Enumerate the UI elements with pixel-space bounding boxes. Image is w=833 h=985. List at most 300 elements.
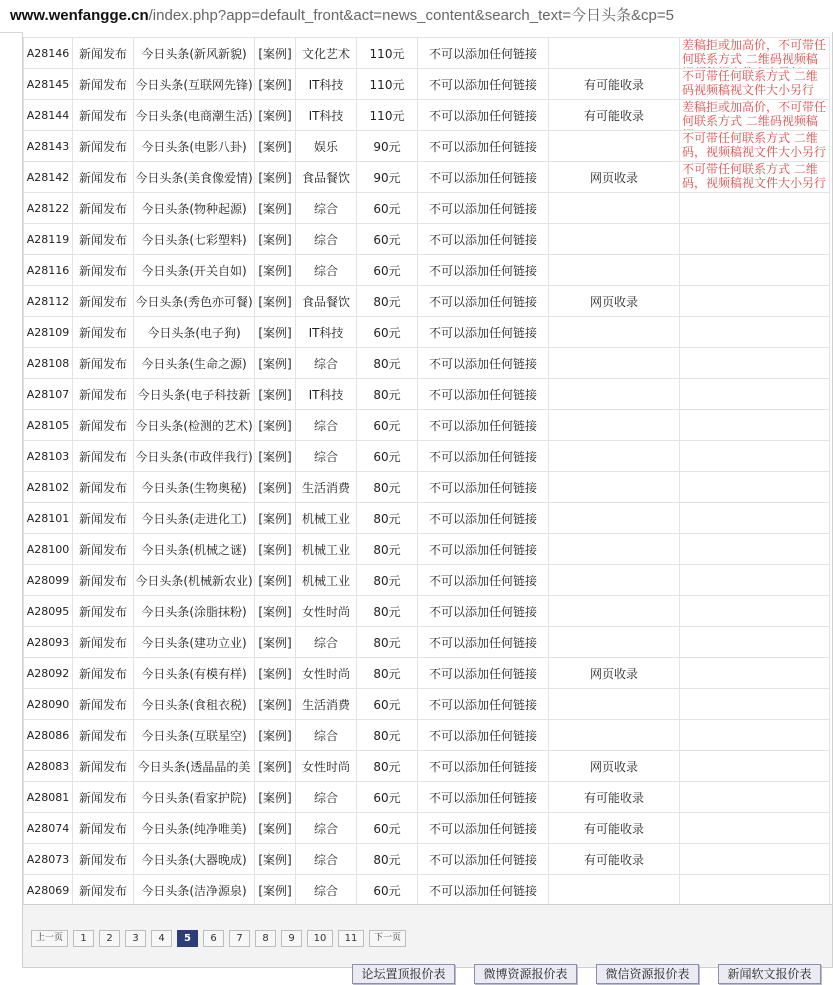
item-id: A28083 — [24, 751, 73, 782]
news-price-button[interactable]: 新闻软文报价表 — [718, 964, 821, 984]
item-tag: [案例] — [255, 224, 296, 255]
item-category: 新闻发布 — [73, 813, 134, 844]
item-inclusion — [549, 379, 680, 410]
item-note — [680, 193, 830, 224]
item-category: 新闻发布 — [73, 565, 134, 596]
item-id: A28073 — [24, 844, 73, 875]
item-name: 今日头条(互联星空) — [134, 720, 255, 751]
page-10-button[interactable]: 10 — [307, 930, 333, 947]
item-id: A28103 — [24, 441, 73, 472]
table-row — [24, 689, 830, 720]
item-note — [680, 844, 830, 875]
item-tag: [案例] — [255, 844, 296, 875]
item-inclusion — [549, 875, 680, 906]
item-sector: 食品餐饮 — [296, 286, 357, 317]
item-price: 80元 — [357, 534, 418, 565]
item-note-text — [682, 348, 829, 378]
item-name: 今日头条(有模有样) — [134, 658, 255, 689]
item-id: A28081 — [24, 782, 73, 813]
item-link-rule: 不可以添加任何链接 — [418, 813, 549, 844]
item-id: A28100 — [24, 534, 73, 565]
item-id: A28112 — [24, 286, 73, 317]
item-category: 新闻发布 — [73, 782, 134, 813]
item-category: 新闻发布 — [73, 844, 134, 875]
item-name: 今日头条(物种起源) — [134, 193, 255, 224]
item-link-rule: 不可以添加任何链接 — [418, 751, 549, 782]
item-link-rule: 不可以添加任何链接 — [418, 472, 549, 503]
item-inclusion: 网页收录 — [549, 658, 680, 689]
item-note — [680, 162, 830, 193]
item-category: 新闻发布 — [73, 193, 134, 224]
item-sector: 综合 — [296, 193, 357, 224]
item-tag: [案例] — [255, 69, 296, 100]
page-8-button[interactable]: 8 — [255, 930, 276, 947]
item-name: 今日头条(纯净唯美) — [134, 813, 255, 844]
pagination-area — [23, 904, 832, 967]
item-inclusion — [549, 503, 680, 534]
item-tag: [案例] — [255, 658, 296, 689]
item-price: 80元 — [357, 720, 418, 751]
item-name: 今日头条(食租衣税) — [134, 689, 255, 720]
item-name: 今日头条(生物奥秘) — [134, 472, 255, 503]
item-name: 今日头条(市政伴我行) — [134, 441, 255, 472]
item-note-text — [682, 782, 829, 812]
item-id: A28095 — [24, 596, 73, 627]
item-category: 新闻发布 — [73, 286, 134, 317]
item-link-rule: 不可以添加任何链接 — [418, 255, 549, 286]
forum-price-button[interactable]: 论坛置顶报价表 — [352, 964, 455, 984]
item-link-rule: 不可以添加任何链接 — [418, 69, 549, 100]
item-tag: [案例] — [255, 255, 296, 286]
item-category: 新闻发布 — [73, 317, 134, 348]
item-tag: [案例] — [255, 751, 296, 782]
item-id: A28122 — [24, 193, 73, 224]
weibo-price-button[interactable]: 微博资源报价表 — [474, 964, 577, 984]
item-name: 今日头条(机械之谜) — [134, 534, 255, 565]
item-price: 60元 — [357, 224, 418, 255]
item-inclusion: 有可能收录 — [549, 100, 680, 131]
item-note — [680, 813, 830, 844]
item-price: 80元 — [357, 658, 418, 689]
item-tag: [案例] — [255, 627, 296, 658]
table-row — [24, 131, 830, 162]
item-note-text — [682, 472, 829, 502]
item-note-text — [682, 379, 829, 409]
item-category: 新闻发布 — [73, 162, 134, 193]
item-sector: 食品餐饮 — [296, 162, 357, 193]
item-id: A28107 — [24, 379, 73, 410]
pagination — [31, 930, 406, 947]
item-name: 今日头条(机械新农业) — [134, 565, 255, 596]
item-id: A28069 — [24, 875, 73, 906]
item-note-text — [682, 689, 829, 719]
item-name: 今日头条(七彩塑料) — [134, 224, 255, 255]
item-price: 60元 — [357, 441, 418, 472]
item-note — [680, 782, 830, 813]
item-name: 今日头条(走进化工) — [134, 503, 255, 534]
item-id: A28101 — [24, 503, 73, 534]
table-row — [24, 162, 830, 193]
item-id: A28144 — [24, 100, 73, 131]
item-inclusion — [549, 627, 680, 658]
item-name: 今日头条(大器晚成) — [134, 844, 255, 875]
item-tag: [案例] — [255, 689, 296, 720]
item-note-text — [682, 441, 829, 471]
item-sector: IT科技 — [296, 100, 357, 131]
item-note — [680, 100, 830, 131]
item-sector: 综合 — [296, 813, 357, 844]
item-sector: 机械工业 — [296, 565, 357, 596]
item-sector: 机械工业 — [296, 534, 357, 565]
item-tag: [案例] — [255, 410, 296, 441]
item-inclusion — [549, 596, 680, 627]
url-host: www.wenfangge.cn — [10, 7, 149, 24]
item-note — [680, 503, 830, 534]
table-row — [24, 410, 830, 441]
item-note-text — [682, 813, 829, 843]
item-note-text: 不可带任何联系方式 二维码，视频稿视文件大小另行 — [682, 131, 827, 159]
item-inclusion: 有可能收录 — [549, 782, 680, 813]
item-inclusion: 网页收录 — [549, 286, 680, 317]
table-row — [24, 844, 830, 875]
page-3-button[interactable]: 3 — [125, 930, 146, 947]
item-note-text — [682, 410, 829, 440]
item-note — [680, 379, 830, 410]
item-id: A28090 — [24, 689, 73, 720]
item-inclusion — [549, 224, 680, 255]
item-note — [680, 875, 830, 906]
item-price: 80元 — [357, 565, 418, 596]
item-note — [680, 131, 830, 162]
item-price: 110元 — [357, 38, 418, 69]
url-path: /index.php?app=default_front&act=news_content&search_text=今日头条&cp=5 — [148, 7, 674, 24]
item-sector: IT科技 — [296, 69, 357, 100]
item-category: 新闻发布 — [73, 441, 134, 472]
item-inclusion — [549, 689, 680, 720]
item-link-rule: 不可以添加任何链接 — [418, 379, 549, 410]
item-id: A28143 — [24, 131, 73, 162]
item-tag: [案例] — [255, 131, 296, 162]
item-price: 80元 — [357, 596, 418, 627]
item-note — [680, 472, 830, 503]
item-category: 新闻发布 — [73, 224, 134, 255]
item-note-text: 不可带任何联系方式 二维码视频稿视文件大小另行 — [682, 69, 818, 97]
item-tag: [案例] — [255, 162, 296, 193]
item-link-rule: 不可以添加任何链接 — [418, 844, 549, 875]
item-category: 新闻发布 — [73, 379, 134, 410]
table-row — [24, 565, 830, 596]
table-row — [24, 224, 830, 255]
item-note-text — [682, 627, 829, 657]
page-11-button[interactable]: 11 — [338, 930, 364, 947]
item-sector: IT科技 — [296, 379, 357, 410]
address-bar[interactable] — [0, 0, 833, 33]
item-price: 110元 — [357, 100, 418, 131]
item-link-rule: 不可以添加任何链接 — [418, 286, 549, 317]
item-id: A28093 — [24, 627, 73, 658]
item-tag: [案例] — [255, 193, 296, 224]
item-sector: 生活消费 — [296, 689, 357, 720]
item-id: A28108 — [24, 348, 73, 379]
table-row — [24, 38, 830, 69]
item-inclusion — [549, 441, 680, 472]
item-note — [680, 286, 830, 317]
table-row — [24, 348, 830, 379]
item-link-rule: 不可以添加任何链接 — [418, 317, 549, 348]
item-note — [680, 348, 830, 379]
item-id: A28109 — [24, 317, 73, 348]
item-id: A28102 — [24, 472, 73, 503]
page-2-button[interactable]: 2 — [99, 930, 120, 947]
item-name: 今日头条(建功立业) — [134, 627, 255, 658]
item-inclusion — [549, 472, 680, 503]
item-price: 60元 — [357, 317, 418, 348]
table-row — [24, 751, 830, 782]
table-row — [24, 503, 830, 534]
item-link-rule: 不可以添加任何链接 — [418, 224, 549, 255]
item-id: A28145 — [24, 69, 73, 100]
item-inclusion — [549, 565, 680, 596]
item-category: 新闻发布 — [73, 875, 134, 906]
item-name: 今日头条(电商潮生活) — [134, 100, 255, 131]
item-inclusion — [549, 193, 680, 224]
item-note-text: 差稿拒或加高价，不可带任何联系方式 二维码视频稿 — [682, 100, 827, 128]
page-7-button[interactable]: 7 — [229, 930, 250, 947]
item-price: 60元 — [357, 782, 418, 813]
item-name: 今日头条(新风新貌) — [134, 38, 255, 69]
item-id: A28092 — [24, 658, 73, 689]
table-row — [24, 782, 830, 813]
table-row — [24, 286, 830, 317]
item-sector: IT科技 — [296, 317, 357, 348]
item-link-rule: 不可以添加任何链接 — [418, 38, 549, 69]
item-name: 今日头条(电子科技新 — [134, 379, 255, 410]
item-category: 新闻发布 — [73, 69, 134, 100]
item-note — [680, 224, 830, 255]
item-price: 80元 — [357, 379, 418, 410]
item-sector: 生活消费 — [296, 472, 357, 503]
table-row — [24, 720, 830, 751]
item-category: 新闻发布 — [73, 255, 134, 286]
table-row — [24, 193, 830, 224]
page-5-button[interactable]: 5 — [177, 930, 198, 947]
next-page-button[interactable]: 下一页 — [369, 930, 406, 947]
table-row — [24, 813, 830, 844]
item-note — [680, 69, 830, 100]
content-panel — [22, 32, 833, 968]
item-note — [680, 317, 830, 348]
item-category: 新闻发布 — [73, 503, 134, 534]
item-sector: 综合 — [296, 224, 357, 255]
prev-page-button[interactable]: 上一页 — [31, 930, 68, 947]
item-tag: [案例] — [255, 348, 296, 379]
item-note — [680, 751, 830, 782]
item-category: 新闻发布 — [73, 720, 134, 751]
item-note — [680, 441, 830, 472]
table-row — [24, 69, 830, 100]
item-note — [680, 627, 830, 658]
item-link-rule: 不可以添加任何链接 — [418, 348, 549, 379]
item-link-rule: 不可以添加任何链接 — [418, 410, 549, 441]
wechat-price-button[interactable]: 微信资源报价表 — [596, 964, 699, 984]
item-price: 60元 — [357, 875, 418, 906]
item-tag: [案例] — [255, 38, 296, 69]
page-1-button[interactable]: 1 — [73, 930, 94, 947]
item-id: A28146 — [24, 38, 73, 69]
item-price: 90元 — [357, 162, 418, 193]
item-inclusion — [549, 255, 680, 286]
item-note-text — [682, 286, 829, 316]
table-row — [24, 472, 830, 503]
item-category: 新闻发布 — [73, 38, 134, 69]
item-tag: [案例] — [255, 100, 296, 131]
item-inclusion — [549, 410, 680, 441]
item-id: A28105 — [24, 410, 73, 441]
item-note-text — [682, 658, 829, 688]
item-link-rule: 不可以添加任何链接 — [418, 627, 549, 658]
item-tag: [案例] — [255, 379, 296, 410]
item-name: 今日头条(生命之源) — [134, 348, 255, 379]
item-id: A28099 — [24, 565, 73, 596]
item-name: 今日头条(洁净源泉) — [134, 875, 255, 906]
item-price: 60元 — [357, 813, 418, 844]
table-row — [24, 255, 830, 286]
item-tag: [案例] — [255, 565, 296, 596]
item-note-text — [682, 875, 829, 905]
item-category: 新闻发布 — [73, 100, 134, 131]
item-note — [680, 596, 830, 627]
page-4-button[interactable]: 4 — [151, 930, 172, 947]
item-note-text — [682, 224, 829, 254]
item-tag: [案例] — [255, 317, 296, 348]
item-note — [680, 534, 830, 565]
item-sector: 机械工业 — [296, 503, 357, 534]
item-inclusion — [549, 720, 680, 751]
item-link-rule: 不可以添加任何链接 — [418, 720, 549, 751]
item-id: A28074 — [24, 813, 73, 844]
item-tag: [案例] — [255, 286, 296, 317]
item-sector: 综合 — [296, 844, 357, 875]
item-price: 80元 — [357, 348, 418, 379]
item-inclusion — [549, 131, 680, 162]
item-tag: [案例] — [255, 720, 296, 751]
item-sector: 综合 — [296, 441, 357, 472]
page-9-button[interactable]: 9 — [281, 930, 302, 947]
table-row — [24, 100, 830, 131]
item-link-rule: 不可以添加任何链接 — [418, 658, 549, 689]
item-inclusion — [549, 348, 680, 379]
item-note-text: 不可带任何联系方式 二维码，视频稿视文件大小另行 — [682, 162, 827, 190]
item-sector: 综合 — [296, 348, 357, 379]
item-note — [680, 255, 830, 286]
item-price: 60元 — [357, 193, 418, 224]
item-sector: 综合 — [296, 255, 357, 286]
item-tag: [案例] — [255, 441, 296, 472]
item-name: 今日头条(电影八卦) — [134, 131, 255, 162]
item-inclusion: 网页收录 — [549, 162, 680, 193]
item-price: 110元 — [357, 69, 418, 100]
item-category: 新闻发布 — [73, 689, 134, 720]
page-6-button[interactable]: 6 — [203, 930, 224, 947]
item-link-rule: 不可以添加任何链接 — [418, 131, 549, 162]
item-id: A28116 — [24, 255, 73, 286]
item-note-text: 差稿拒或加高价，不可带任何联系方式 二维码视频稿 — [682, 38, 827, 66]
item-name: 今日头条(互联网先锋) — [134, 69, 255, 100]
table-row — [24, 627, 830, 658]
item-sector: 综合 — [296, 410, 357, 441]
item-note-text — [682, 255, 829, 285]
item-note — [680, 720, 830, 751]
item-name: 今日头条(涂脂抹粉) — [134, 596, 255, 627]
item-name: 今日头条(电子狗) — [134, 317, 255, 348]
item-price: 80元 — [357, 844, 418, 875]
item-link-rule: 不可以添加任何链接 — [418, 162, 549, 193]
item-inclusion: 网页收录 — [549, 751, 680, 782]
item-note-text — [682, 534, 829, 564]
table-row — [24, 596, 830, 627]
item-id: A28086 — [24, 720, 73, 751]
item-price: 80元 — [357, 627, 418, 658]
table-row — [24, 534, 830, 565]
table-row — [24, 379, 830, 410]
item-inclusion: 有可能收录 — [549, 844, 680, 875]
item-inclusion — [549, 317, 680, 348]
item-category: 新闻发布 — [73, 596, 134, 627]
item-name: 今日头条(透晶晶的美 — [134, 751, 255, 782]
item-category: 新闻发布 — [73, 658, 134, 689]
item-tag: [案例] — [255, 534, 296, 565]
item-category: 新闻发布 — [73, 627, 134, 658]
item-sector: 综合 — [296, 720, 357, 751]
item-price: 60元 — [357, 410, 418, 441]
table-row — [24, 317, 830, 348]
item-note — [680, 658, 830, 689]
item-price: 80元 — [357, 286, 418, 317]
item-note-text — [682, 503, 829, 533]
item-sector: 综合 — [296, 782, 357, 813]
item-price: 60元 — [357, 255, 418, 286]
item-price: 80元 — [357, 503, 418, 534]
item-link-rule: 不可以添加任何链接 — [418, 441, 549, 472]
item-link-rule: 不可以添加任何链接 — [418, 503, 549, 534]
item-name: 今日头条(检测的艺术) — [134, 410, 255, 441]
item-name: 今日头条(秀色亦可餐) — [134, 286, 255, 317]
item-tag: [案例] — [255, 596, 296, 627]
item-link-rule: 不可以添加任何链接 — [418, 534, 549, 565]
item-category: 新闻发布 — [73, 131, 134, 162]
item-tag: [案例] — [255, 875, 296, 906]
item-link-rule: 不可以添加任何链接 — [418, 193, 549, 224]
item-price: 80元 — [357, 472, 418, 503]
item-tag: [案例] — [255, 503, 296, 534]
item-tag: [案例] — [255, 782, 296, 813]
item-note-text — [682, 720, 829, 750]
item-category: 新闻发布 — [73, 534, 134, 565]
item-note — [680, 410, 830, 441]
item-link-rule: 不可以添加任何链接 — [418, 596, 549, 627]
item-sector: 女性时尚 — [296, 751, 357, 782]
item-category: 新闻发布 — [73, 348, 134, 379]
item-inclusion — [549, 534, 680, 565]
table-row — [24, 441, 830, 472]
item-note-text — [682, 596, 829, 626]
item-inclusion: 有可能收录 — [549, 813, 680, 844]
item-link-rule: 不可以添加任何链接 — [418, 565, 549, 596]
item-name: 今日头条(看家护院) — [134, 782, 255, 813]
table-row — [24, 875, 830, 906]
table-row — [24, 658, 830, 689]
item-note-text — [682, 565, 829, 595]
